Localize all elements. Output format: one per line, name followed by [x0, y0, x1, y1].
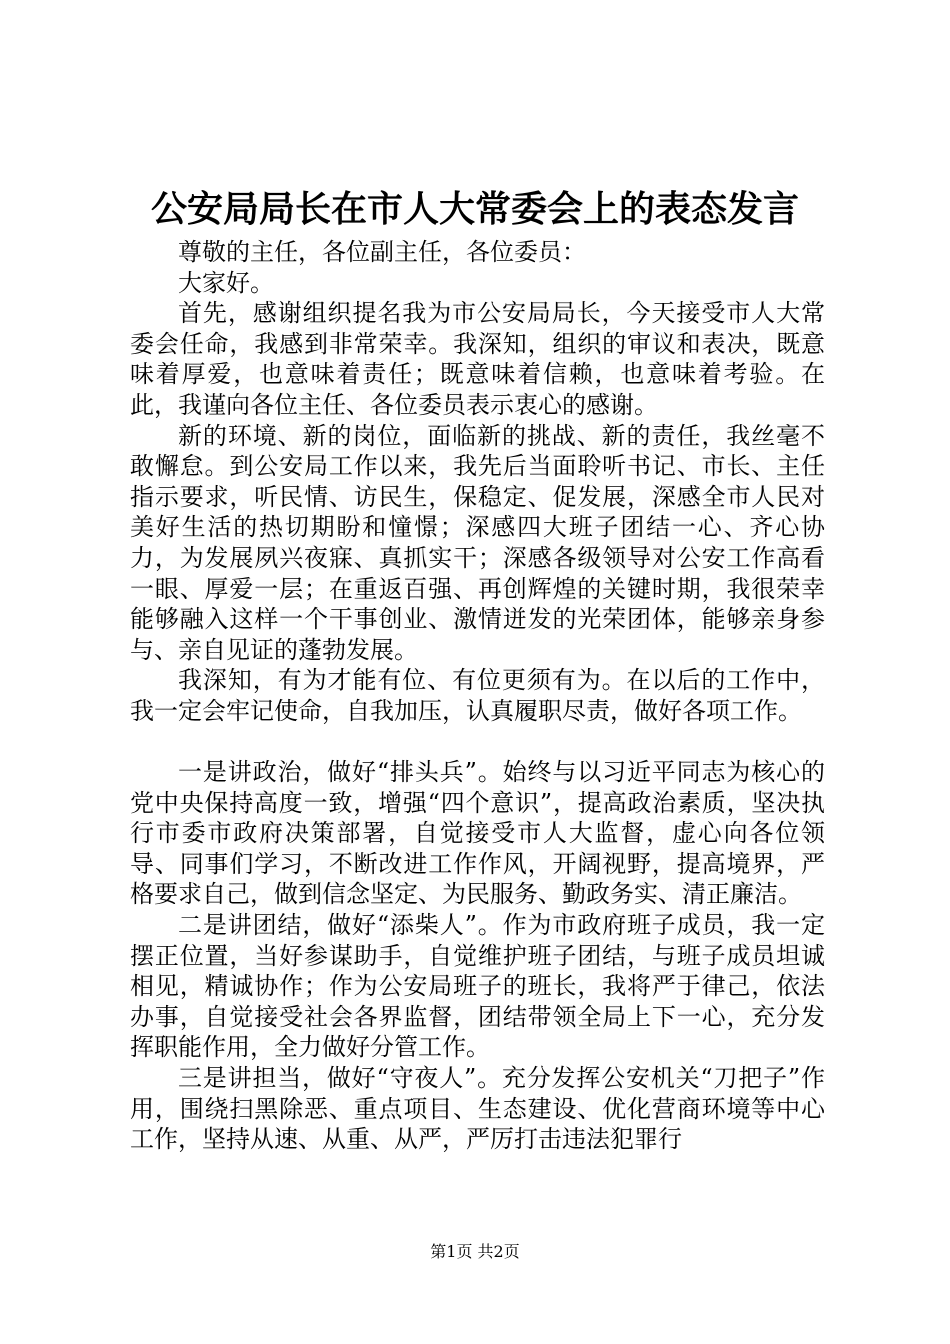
point-one-paragraph: 一是讲政治，做好“排头兵”。始终与以习近平同志为核心的党中央保持高度一致，增强“四个意识”，提高政治素质，坚决执行市委市政府决策部署，自觉接受市人大监督，虚心向各位领导、同事们学习，不断改进工作作风，开阔视野，提高境界，严格要求自己，做到信念坚定、为民服务、勤政务实、清正廉洁。 — [130, 758, 825, 909]
document-title: 公安局局长在市人大常委会上的表态发言 — [150, 188, 799, 230]
new-post-paragraph: 新的环境、新的岗位，面临新的挑战、新的责任，我丝毫不敢懈怠。到公安局工作以来，我先后当面聆听书记、市长、主任指示要求，听民情、访民生，保稳定、促发展，深感全市人民对美好生活的热切期盼和憧憬；深感四大班子团结一心、齐心协力，为发展夙兴夜寐、真抓实干；深感各级领导对公安工作高看一眼、厚爱一层；在重返百强、再创辉煌的关键时期，我很荣幸能够融入这样一个干事创业、激情迸发的光荣团体，能够亲身参与、亲自见证的蓬勃发展。 — [130, 421, 825, 664]
commitment-paragraph: 我深知，有为才能有位、有位更须有为。在以后的工作中，我一定会牢记使命，自我加压，认真履职尽责，做好各项工作。 — [130, 666, 825, 725]
page-footer: 第1页 共2页 — [430, 1242, 520, 1261]
greeting-paragraph: 大家好。 — [178, 268, 274, 297]
salutation-paragraph: 尊敬的主任，各位副主任，各位委员： — [178, 238, 586, 266]
document-body — [130, 237, 825, 1155]
point-two-paragraph: 二是讲团结，做好“添柴人”。作为市政府班子成员，我一定摆正位置，当好参谋助手，自觉维护班子团结，与班子成员坦诚相见，精诚协作；作为公安局班子的班长，我将严于律己，依法办事，自觉接受社会各界监督，团结带领全局上下一心，充分发挥职能作用，全力做好分管工作。 — [130, 911, 825, 1062]
point-three-paragraph: 三是讲担当，做好“守夜人”。充分发挥公安机关“刀把子”作用，围绕扫黑除恶、重点项目、生态建设、优化营商环境等中心工作，坚持从速、从重、从严，严厉打击违法犯罪行 — [130, 1064, 825, 1154]
thanks-paragraph: 首先，感谢组织提名我为市公安局局长，今天接受市人大常委会任命，我感到非常荣幸。我深知，组织的审议和表决，既意味着厚爱，也意味着责任；既意味着信赖，也意味着考验。在此，我谨向各位主任、各位委员表示衷心的感谢。 — [130, 299, 825, 419]
